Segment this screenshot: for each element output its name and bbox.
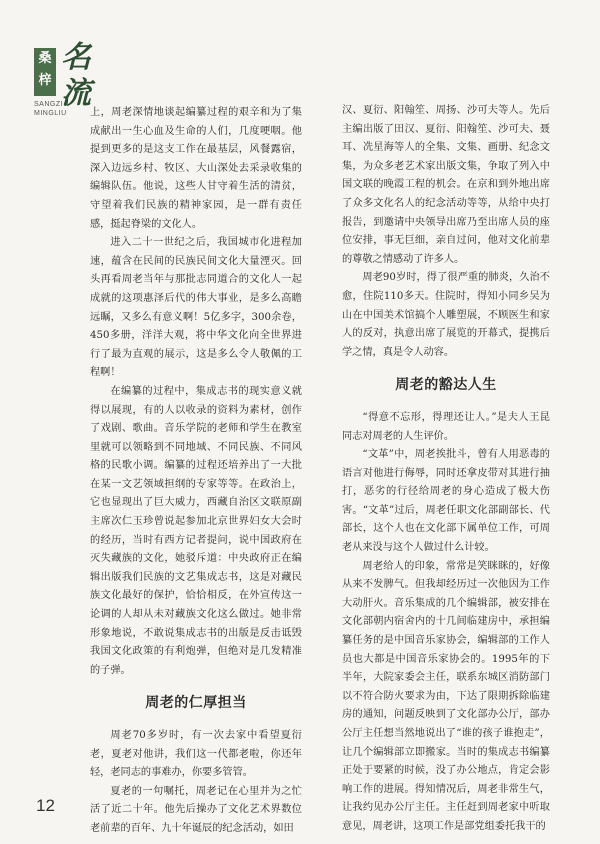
paragraph: 在编纂的过程中，集成志书的现实意义就得以展现，有的人以收录的资料为素材，创作了戏剧、歌曲。音乐学院的老师和学生在教室里就可以领略到不同地域、不同民族、不同风格的民歌小调。编纂的过程还培养出了一大批在某一文艺领域担纲的专家等等。在政治上，它也显现出了巨大威力，西藏自治区文联原副主席次仁玉珍曾说起参加北京世界妇女大会时的经历，当时有西方记者提问，说中国政府在灭失藏族的文化，她驳斥道：中央政府正在编辑出版我们民族的文艺集成志书，这是对藏民族文化最好的保护，恰恰相反，在外宣传这一论调的人却从未对藏族文化这么做过。她非常形象地说，不敢说集成志书的出版是反击诋毁我国文化政策的有利炮弹，但绝对是几发精准的子弹。 [90,385,302,676]
logo-char: 桑 [38,51,52,66]
paragraph: 周老90岁时，得了很严重的肺炎，久治不愈，住院110多天。住院时，得知小同乡吴为山在中国美术馆搞个人雕塑展，不顾医生和家人的反对，执意出席了展览的开幕式，提携后学之情，真是令人动容。 [342,272,550,358]
paragraph: 周老给人的印象，常常是笑眯眯的，好像从来不发脾气。但我却经历过一次他因为工作大动肝火。音乐集成的几个编辑部，被安排在文化部朝内宿舍内的十几间临建房中，承担编纂任务的是中国音乐家协会，编辑部的工作人员也大都是中国音乐家协会的。1995年的下半年，大院家委会主任，联系东城区消防部门以不符合防火要求为由，下达了限期拆除临建房的通知，问题反映到了文化部办公厅，部办公厅主任想当然地说出了“谁的孩子谁抱走”，让几个编辑部立即搬家。当时的集成志书编纂正处于要紧的时候，没了办公地点，肯定会影响工作的进展。得知情况后，周老非常生气，让我约见办公厅主任。主任赶到周老家中听取意见，周老讲，这项工作是部党组委托我干的 [342,560,550,832]
logo-char: 名 [61,40,91,75]
page-number: 12 [36,796,55,815]
paragraph: 夏老的一句嘱托，周老记在心里并为之忙活了近二十年。他先后操办了文化艺术界数位老前辈的百年、九十年诞辰的纪念活动，如田 [90,785,302,834]
left-column [90,104,302,839]
section-heading: 周老的仁厚担当 [145,695,247,712]
logo-char: 梓 [38,73,52,88]
paragraph: 汉、夏衍、阳翰笙、周扬、沙可夫等人。先后主编出版了田汉、夏衍、阳翰笙、沙可夫、聂耳、冼星海等人的全集、文集、画册、纪念文集，为众多老艺术家出版文集，争取了列入中国文联的晚霞工程的机会。在京和到外地出席了众多文化名人的纪念活动等等，从给中央打报告，到邀请中央领导出席乃至出席人员的座位安排，事无巨细，亲自过问，他对文化前辈的尊敬之情感动了许多人。 [342,105,550,265]
paragraph: 进入二十一世纪之后，我国城市化进程加速，蕴含在民间的民族民间文化大量湮灭。回头再看周老当年与那批志同道合的文化人一起成就的这项惠泽后代的伟大事业，是多么高瞻远瞩，又多么有意义啊！5亿多字，300余卷，450多册，洋洋大观，将中华文化向全世界进行了最为直观的展示，这是多么令人敬佩的工程啊！ [90,237,302,379]
paragraph: 周老70多岁时，有一次去家中看望夏衍老，夏老对他讲，我们这一代都老啦，你还年轻，老同志的事难办，你要多管管。 [90,730,302,779]
logo-subtitle-line: SANGZI [34,101,64,108]
paragraph: “得意不忘形，得理还让人。”是夫人王昆同志对周老的人生评价。 [342,411,550,442]
paragraph: “文革”中，周老挨批斗，曾有人用恶毒的语言对他进行侮辱，同时还拿皮带对其进行抽打，恶劣的行径给周老的身心造成了极大伤害。“文革”过后，周老任职文化部副部长、代部长，这个人也在文化部下属单位工作，可周老从来没与这个人做过什么计较。 [342,449,550,554]
right-column [342,102,550,837]
column-logo [34,40,96,132]
logo-subtitle [34,100,74,118]
section-heading: 周老的豁达人生 [395,377,497,394]
paragraph: 上，周老深情地谈起编纂过程的艰辛和为了集成献出一生心血及生命的人们，几度哽咽。他提到更多的是这支工作在最基层，风餐露宿，深入边远乡村、牧区、大山深处去采录收集的编辑队伍。他说，这些人甘守着生活的清贫，守望着我们民族的精神家园，是一群有责任感，挺起脊梁的文化人。 [90,107,302,230]
logo-green-box [34,48,56,96]
logo-char: 流 [61,76,91,111]
logo-subtitle-line: MINGLIU [34,110,67,117]
